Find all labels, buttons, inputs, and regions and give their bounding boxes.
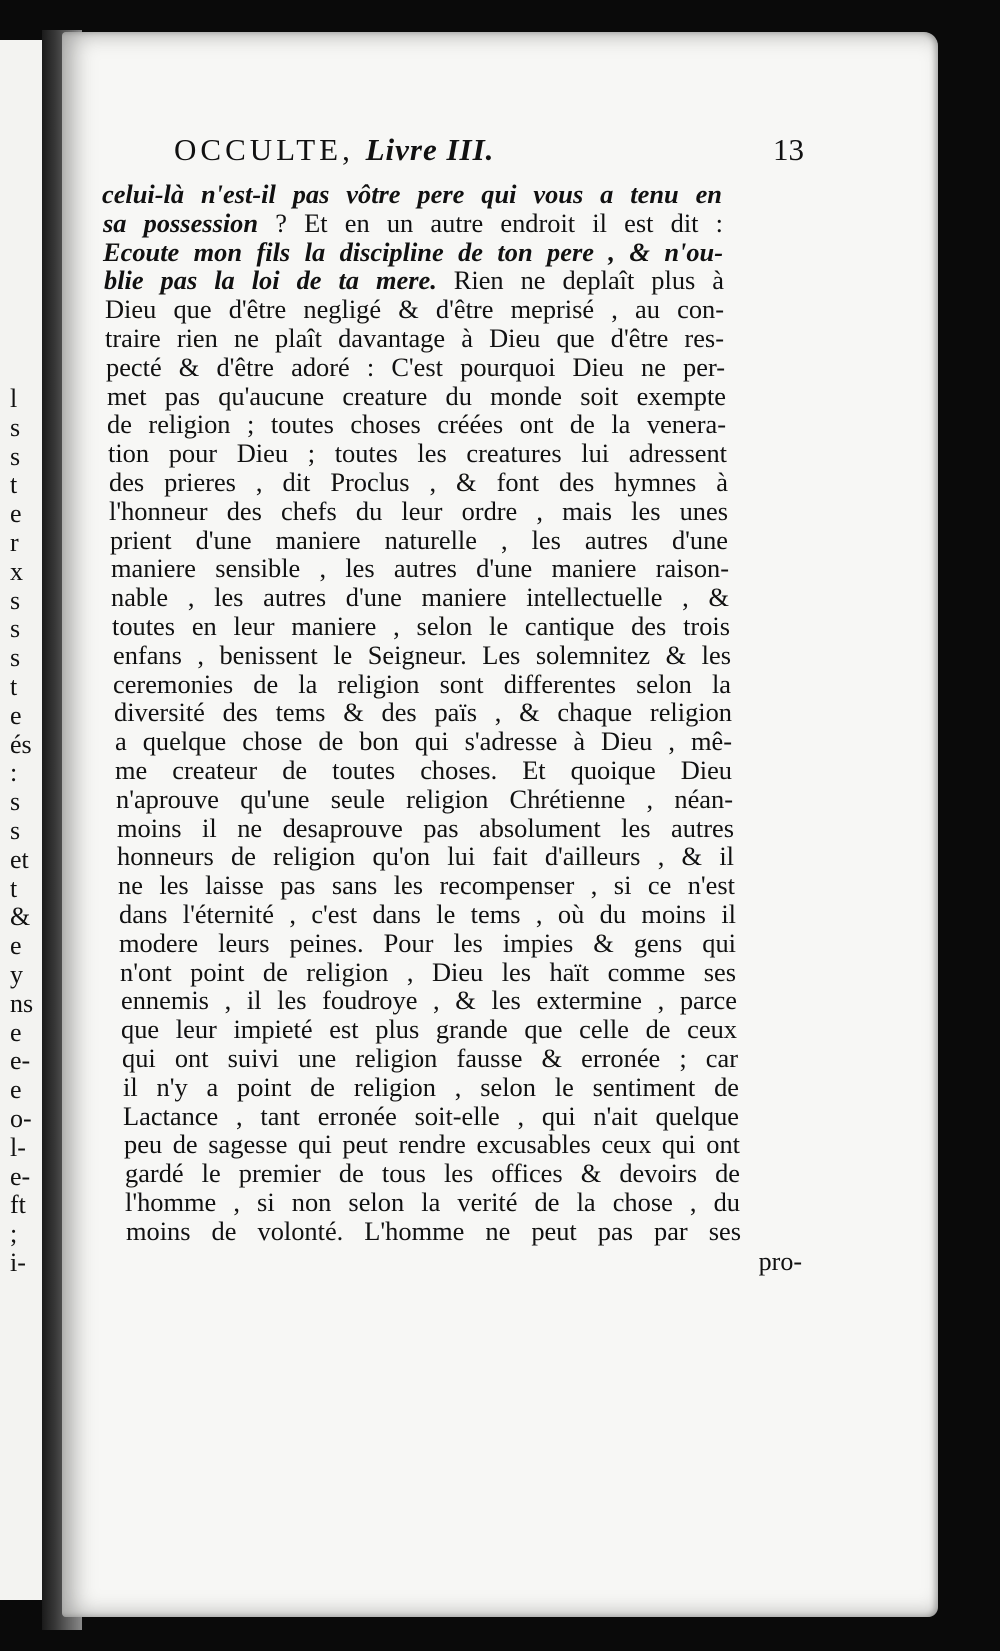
text-line <box>125 1159 740 1188</box>
text-run: modere leurs peines. Pour les impies & gens qui <box>119 927 736 958</box>
facing-page-fragment: i- <box>10 1247 26 1277</box>
text-run: ? Et en un autre endroit il est dit : <box>258 207 724 238</box>
running-head-book: Livre III. <box>365 132 495 167</box>
text-run: met pas qu'aucune creature du monde soit exempte <box>107 380 726 411</box>
book-page <box>62 32 938 1617</box>
facing-page-fragment: s <box>10 585 21 615</box>
text-line <box>109 497 728 526</box>
text-line <box>108 439 727 468</box>
italic-quotation: blie pas la loi de ta mere. <box>104 265 437 296</box>
text-line <box>107 410 726 439</box>
facing-page-fragment: t <box>10 470 18 500</box>
facing-page-fragment: r <box>10 527 19 557</box>
text-line <box>114 698 732 727</box>
page-number: 13 <box>773 132 804 167</box>
facing-page-fragment: s <box>10 441 21 471</box>
body-text <box>102 180 802 1245</box>
text-line <box>109 468 728 497</box>
facing-page-edge <box>0 40 44 1600</box>
text-line <box>107 382 726 411</box>
facing-page-fragment: t <box>10 671 18 701</box>
facing-page-fragment: e <box>10 1075 22 1105</box>
text-line <box>102 180 722 209</box>
text-line <box>123 1102 739 1131</box>
facing-page-fragment: e <box>10 700 22 730</box>
text-line <box>121 1015 737 1044</box>
facing-page-fragment: e <box>10 499 22 529</box>
facing-page-fragment: & <box>10 902 31 932</box>
facing-page-fragment: o- <box>10 1103 32 1133</box>
text-line <box>117 842 734 871</box>
facing-page-fragment: et <box>10 844 29 874</box>
text-line <box>103 238 723 267</box>
text-run: prient d'une maniere naturelle , les autres d'une <box>110 524 728 555</box>
facing-page-fragment: x <box>10 556 23 586</box>
italic-quotation: Ecoute mon fils la discipline de ton pere , & n'ou- <box>103 236 723 267</box>
text-line <box>124 1130 740 1159</box>
text-line <box>119 900 736 929</box>
text-line <box>118 871 735 900</box>
text-line <box>117 814 734 843</box>
facing-page-fragment: e- <box>10 1161 31 1191</box>
facing-page-fragment: e <box>10 1017 22 1047</box>
facing-page-fragment: l <box>10 385 18 413</box>
text-run: il n'y a point de religion , selon le sentiment de <box>123 1071 739 1102</box>
text-line <box>115 756 732 785</box>
facing-page-fragment: ft <box>10 1190 26 1220</box>
catchword: pro- <box>758 1247 802 1277</box>
text-run: gardé le premier de tous les offices & devoirs de <box>125 1158 740 1189</box>
facing-page-fragment: e <box>10 931 22 961</box>
text-run: traire rien ne plaît davantage à Dieu que d'être res- <box>105 322 724 353</box>
text-run: n'aprouve qu'une seule religion Chrétienne , néan- <box>116 783 733 814</box>
text-line <box>121 986 737 1015</box>
facing-page-fragment: : <box>10 758 18 788</box>
text-run: ceremonies de la religion sont differentes selon la <box>113 668 731 699</box>
text-line <box>113 670 731 699</box>
text-run: ne les laisse pas sans les recompenser , si ce n'est <box>118 870 735 901</box>
text-run: maniere sensible , les autres d'une maniere raison- <box>111 553 729 584</box>
text-run: me createur de toutes choses. Et quoique Dieu <box>115 754 732 785</box>
text-run: toutes en leur maniere , selon le cantique des trois <box>112 610 730 641</box>
text-run: honneurs de religion qu'on lui fait d'ailleurs , & il <box>117 841 734 872</box>
text-run: l'honneur des chefs du leur ordre , mais les unes <box>109 495 728 526</box>
facing-page-fragment: l- <box>10 1132 26 1162</box>
text-line <box>119 929 736 958</box>
text-line <box>122 1044 738 1073</box>
italic-quotation: celui-là n'est-il pas vôtre pere qui vous a tenu en <box>102 179 722 209</box>
text-run: diversité des tems & des païs , & chaque religion <box>114 697 732 728</box>
facing-page-fragment: s <box>10 643 21 673</box>
running-head-title: OCCULTE, <box>174 132 354 167</box>
facing-page-fragment: s <box>10 787 21 817</box>
text-run: Lactance , tant erronée soit-elle , qui n'ait quelque <box>123 1100 739 1131</box>
text-line <box>103 209 723 238</box>
running-header <box>102 132 802 180</box>
facing-page-fragment: és <box>10 729 32 759</box>
text-run: des prieres , dit Proclus , & font des hymnes à <box>109 466 728 497</box>
text-run: qui ont suivi une religion fausse & erronée ; car <box>122 1042 738 1073</box>
facing-page-fragment: s <box>10 815 21 845</box>
text-line <box>120 958 736 987</box>
text-run: tion pour Dieu ; toutes les creatures lui adressent <box>108 438 727 469</box>
text-run: nable , les autres d'une maniere intellectuelle , & <box>111 582 729 613</box>
text-run: pecté & d'être adoré : C'est pourquoi Dieu ne per- <box>106 351 725 382</box>
facing-page-fragment: ns <box>10 988 34 1018</box>
text-run: Dieu que d'être negligé & d'être meprisé , au con- <box>105 294 724 325</box>
text-run: moins il ne desaprouve pas absolument les autres <box>117 812 734 843</box>
text-line <box>112 612 730 641</box>
text-run: dans l'éternité , c'est dans le tems , où du moins il <box>119 898 736 929</box>
text-line <box>115 727 732 756</box>
facing-page-text-fragments <box>10 385 42 1278</box>
text-run: n'ont point de religion , Dieu les haït comme ses <box>120 956 736 987</box>
text-line <box>106 353 725 382</box>
text-line <box>104 266 724 295</box>
facing-page-fragment: s <box>10 412 21 442</box>
text-run: a quelque chose de bon qui s'adresse à Dieu , mê- <box>115 726 732 757</box>
text-run: que leur impieté est plus grande que celle de ceux <box>121 1014 737 1045</box>
italic-quotation: sa possession <box>103 207 259 238</box>
text-line <box>123 1073 739 1102</box>
text-run: l'homme , si non selon la verité de la chose , du <box>125 1186 740 1217</box>
running-head <box>174 132 494 168</box>
text-line <box>126 1217 741 1246</box>
text-line <box>110 526 728 555</box>
text-run: enfans , benissent le Seigneur. Les solemnitez & les <box>113 639 731 670</box>
text-line <box>111 554 729 583</box>
facing-page-fragment: s <box>10 614 21 644</box>
facing-page-fragment: t <box>10 873 18 903</box>
text-line <box>113 641 731 670</box>
text-line <box>105 295 724 324</box>
text-line <box>111 583 729 612</box>
text-line <box>105 324 724 353</box>
text-line <box>125 1188 740 1217</box>
text-line <box>116 785 733 814</box>
text-run: Rien ne deplaît plus à <box>436 265 724 296</box>
page-body <box>102 132 802 1277</box>
text-run: de religion ; toutes choses créées ont de la venera- <box>107 409 726 440</box>
text-run: moins de volonté. L'homme ne peut pas par ses <box>126 1215 741 1246</box>
facing-page-fragment: y <box>10 959 23 989</box>
facing-page-fragment: e- <box>10 1046 31 1076</box>
text-run: peu de sagesse qui peut rendre excusables ceux qui ont <box>124 1129 740 1160</box>
text-run: ennemis , il les foudroye , & les extermine , parce <box>121 985 737 1016</box>
facing-page-fragment: ; <box>10 1219 18 1249</box>
